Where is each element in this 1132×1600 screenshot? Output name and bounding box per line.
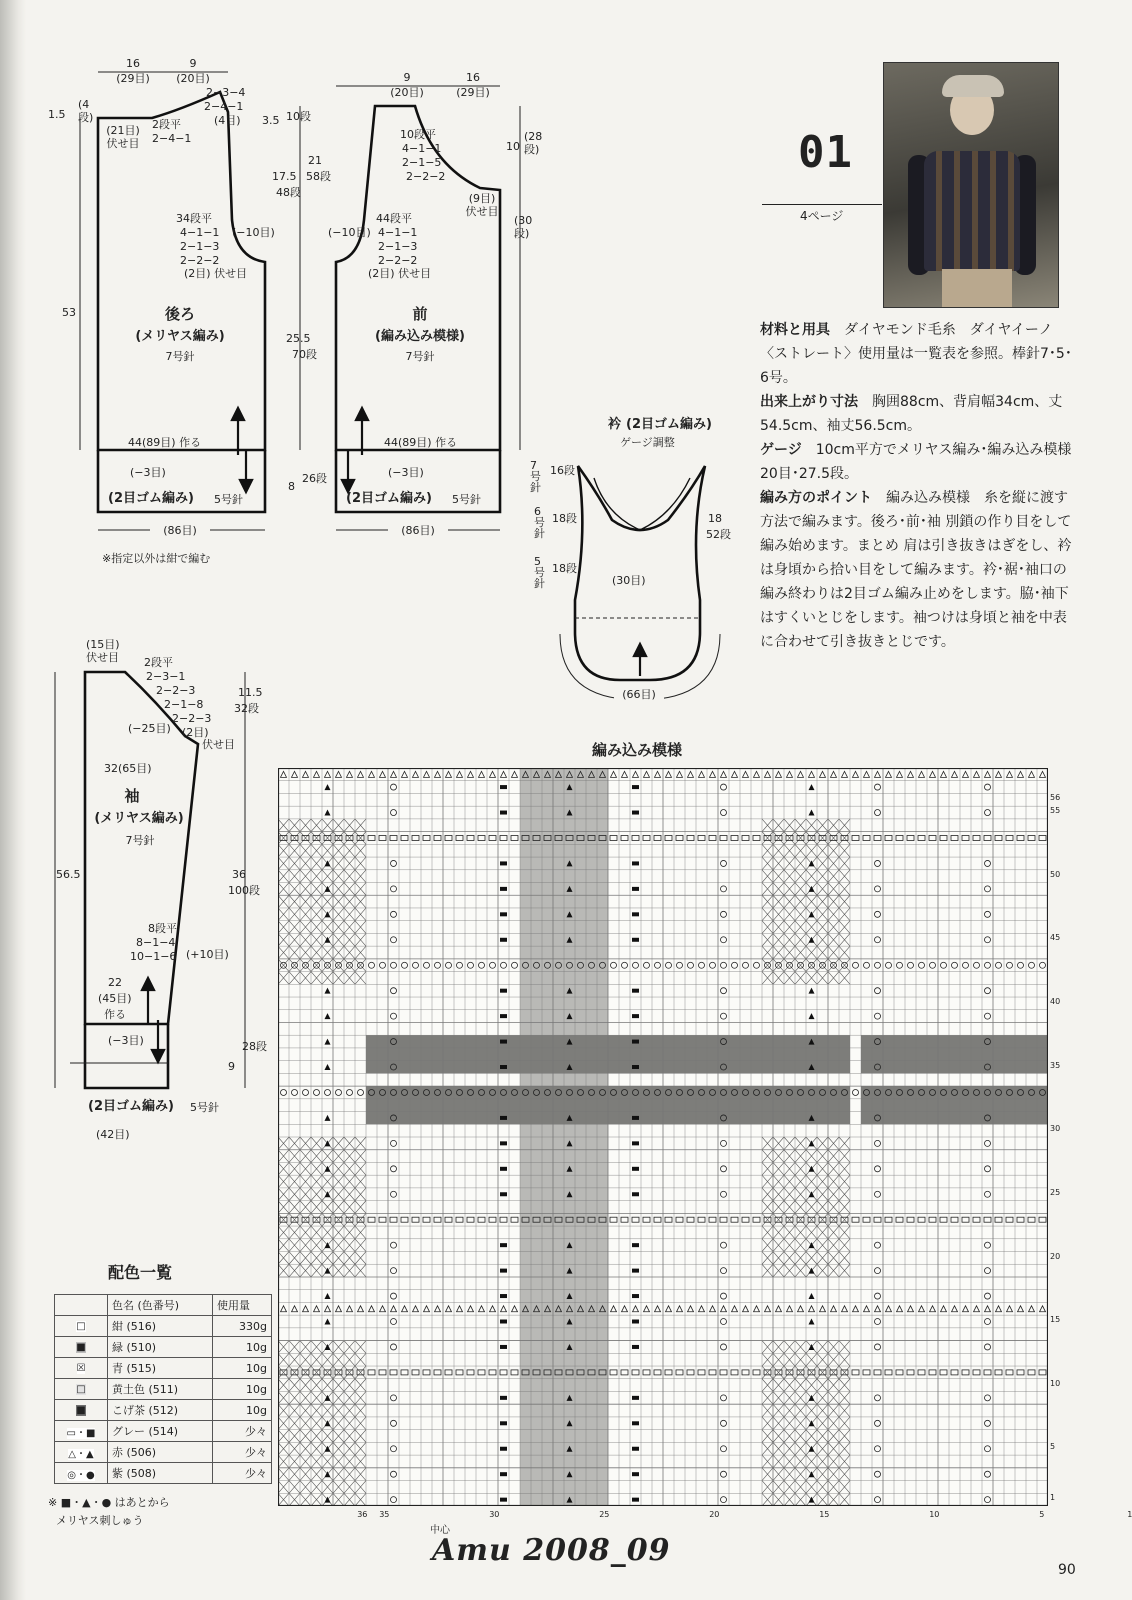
magazine-footer: Amu 2008_09 — [432, 1533, 671, 1568]
chart-filled-square — [632, 1320, 639, 1324]
sleeve-needle: 7号針 — [125, 834, 155, 847]
back-dec: (−3目) — [130, 466, 166, 479]
collar-needle-5: 5 号 針 — [534, 555, 545, 590]
sleeve-dec-2: 2−2−3 — [156, 684, 196, 697]
collar-bottom: (66目) — [614, 688, 664, 701]
chart-filled-square — [632, 1167, 639, 1171]
back-left-h: 1.5 — [48, 108, 66, 121]
chart-filled-square — [500, 1320, 507, 1324]
chart-filled-square — [632, 1192, 639, 1196]
collar-gauge: ゲージ調整 — [620, 436, 675, 449]
chart-row-label: 5 — [1050, 1442, 1056, 1452]
back-shoulder-0: 2−3−4 — [206, 86, 246, 99]
chart-filled-square — [500, 1116, 507, 1120]
chart-row-label: 50 — [1050, 869, 1061, 879]
chart-filled-square — [500, 1345, 507, 1349]
legend-symbol: □ — [76, 1383, 86, 1395]
sleeve-h3: 9 — [228, 1060, 235, 1073]
color-note: ※指定以外は紺で編む — [102, 552, 211, 565]
chart-col-label: 36 — [357, 1510, 368, 1519]
front-arm-3: 2−2−2 — [378, 254, 418, 267]
chart-col-label: 30 — [489, 1510, 500, 1519]
sleeve-dec-4: 2−2−3 — [172, 712, 212, 725]
chart-filled-square — [632, 1447, 639, 1451]
legend-note2: メリヤス刺しゅう — [56, 1514, 144, 1527]
chart-filled-square — [500, 1167, 507, 1171]
chart-row-label: 56 — [1050, 793, 1061, 803]
chart-filled-square — [500, 1243, 507, 1247]
back-arm-3: 2−2−2 — [180, 254, 220, 267]
sleeve-inc-1: 8−1−4 — [136, 936, 176, 949]
chart-filled-square — [632, 989, 639, 993]
back-arm-2: 2−1−3 — [180, 240, 220, 253]
back-shoulder-2: (4目) — [214, 114, 241, 127]
front-h5-rows: 26段 — [302, 472, 327, 485]
chart-col-label: 35 — [379, 1510, 390, 1519]
chart-filled-square — [500, 1472, 507, 1476]
sleeve-rib-needle: 5号針 — [190, 1101, 219, 1114]
sleeve-h2: 36 — [232, 868, 246, 881]
front-arm-4: (2目) 伏せ目 — [368, 267, 432, 280]
front-arm-2: 2−1−3 — [378, 240, 418, 253]
legend-row — [55, 1421, 272, 1442]
legend-symbol: △・▲ — [68, 1448, 94, 1460]
chart-band-c — [861, 1035, 1048, 1073]
legend-symbol: ■ — [76, 1341, 86, 1353]
sleeve-bind: 伏せ目 — [202, 738, 235, 751]
chart-col-label: 10 — [929, 1510, 940, 1519]
front-arm-0: 44段平 — [376, 212, 412, 225]
legend-row — [55, 1400, 272, 1421]
front-h3: 21 — [308, 154, 322, 167]
chart-filled-square — [632, 912, 639, 916]
sleeve-h1: 11.5 — [238, 686, 263, 699]
intarsia-chart — [278, 768, 1048, 1506]
chart-col-label: 20 — [709, 1510, 720, 1519]
chart-row-label: 30 — [1050, 1124, 1061, 1134]
collar-right-rows: 52段 — [706, 528, 731, 541]
chart-filled-square — [632, 1014, 639, 1018]
sleeve-inc-0: 8段平 — [148, 922, 177, 935]
back-subtitle: (メリヤス編み) — [135, 329, 225, 344]
chart-row-label: 20 — [1050, 1251, 1061, 1261]
legend-row — [55, 1337, 272, 1358]
sleeve-h1-rows: 32段 — [234, 702, 259, 715]
front-subtitle: (編み込み模様) — [375, 329, 465, 344]
collar-rows-1: 16段 — [550, 464, 575, 477]
chart-col-label: 5 — [1039, 1510, 1045, 1519]
collar-right: 18 — [708, 512, 722, 525]
legend-color-name: 青 (515) — [108, 1358, 213, 1379]
sleeve-dec-0: 2段平 — [144, 656, 173, 669]
chart-title: 編み込み模様 — [592, 741, 683, 759]
legend-color-name: 紫 (508) — [108, 1463, 213, 1484]
legend-amount: 10g — [213, 1379, 272, 1400]
legend-row — [55, 1463, 272, 1484]
chart-row-label: 1 — [1050, 1493, 1056, 1503]
sleeve-cast-b: (45目) — [98, 992, 132, 1005]
chart-col-label: 25 — [599, 1510, 610, 1519]
chart-filled-square — [500, 1192, 507, 1196]
front-h1: 3.5 — [262, 114, 280, 127]
front-neck-2: 2−1−5 — [402, 156, 442, 169]
back-height: 53 — [62, 306, 76, 319]
chart-filled-square — [632, 1294, 639, 1298]
back-rib-needle: 5号針 — [214, 493, 243, 506]
chart-filled-square — [632, 1345, 639, 1349]
color-legend-table — [54, 1294, 272, 1484]
chart-filled-square — [500, 811, 507, 815]
chart-filled-square — [500, 912, 507, 916]
legend-amount: 少々 — [213, 1421, 272, 1442]
chart-filled-square — [500, 1396, 507, 1400]
instr-points: 編み方のポイント 編み込み模様 糸を縦に渡す方法で編みます。後ろ･前･袖 別鎖の作り目をして編み始めます。まとめ 肩は引き抜きはぎをし、衿は身頃から拾い目をして編みます。衿･裾･袖口の編み終わりは2目ゴム編み止めをします。脇･袖下はすくいとじをします。袖つけは身頃と袖を中表に合わせて引き抜きとじです。 — [760, 490, 1072, 650]
front-neck-bind: (9目) 伏せ目 — [465, 192, 499, 218]
back-cast: 44(89目) 作る — [128, 436, 202, 449]
legend-amount: 330g — [213, 1316, 272, 1337]
collar-rows-3: 18段 — [552, 562, 577, 575]
legend-symbol: □ — [76, 1320, 86, 1332]
back-rib: (2目ゴム編み) — [108, 491, 194, 506]
front-top-right-sts: (29目) — [456, 86, 490, 99]
header-rule — [762, 204, 882, 205]
chart-filled-square — [500, 1421, 507, 1425]
front-dec: (−3目) — [388, 466, 424, 479]
front-h2: 17.5 — [272, 170, 297, 183]
collar-inner — [594, 478, 690, 530]
back-arm-1: 4−1−1 — [180, 226, 220, 239]
back-top-left-sts: (29目) — [116, 72, 150, 85]
front-right1: 10 — [506, 140, 520, 153]
sleeve-dec-sts: (−25目) — [128, 722, 171, 735]
legend-color-name: グレー (514) — [108, 1421, 213, 1442]
chart-filled-square — [632, 1116, 639, 1120]
chart-filled-square — [632, 1141, 639, 1145]
back-shoulder-1: 2−4−1 — [204, 100, 244, 113]
chart-col-label: 1 — [1127, 1510, 1132, 1519]
chart-filled-square — [500, 1040, 507, 1044]
front-h4-rows: 70段 — [292, 348, 317, 361]
legend-symbol: ■ — [76, 1404, 86, 1416]
legend-note: ※ ■・▲・● はあとから — [48, 1496, 170, 1509]
chart-filled-square — [500, 1447, 507, 1451]
legend-color-name: 黄土色 (511) — [108, 1379, 213, 1400]
legend-symbol: ☒ — [76, 1362, 86, 1374]
chart-filled-square — [500, 938, 507, 942]
chart-row-label: 35 — [1050, 1060, 1061, 1070]
chart-center-mark: 中心 — [430, 1525, 450, 1536]
back-neck-dec-0: 2段平 — [152, 118, 181, 131]
legend-title: 配色一覧 — [108, 1263, 173, 1282]
sleeve-cast-c: 作る — [104, 1008, 126, 1021]
chart-filled-square — [500, 861, 507, 865]
front-bottom: (86目) — [388, 524, 448, 537]
front-top-left-sts: (20目) — [390, 86, 424, 99]
back-neck-dec-1: 2−4−1 — [152, 132, 192, 145]
chart-filled-square — [500, 887, 507, 891]
front-arm-sts: (−10目) — [328, 226, 371, 239]
chart-filled-square — [500, 785, 507, 789]
pattern-number: 01 — [798, 127, 853, 178]
front-neck-3: 2−2−2 — [406, 170, 446, 183]
chart-row-label: 10 — [1050, 1378, 1061, 1388]
collar-needle-7: 7 号 針 — [530, 459, 541, 494]
legend-color-name: 緑 (510) — [108, 1337, 213, 1358]
front-h3-rows: 58段 — [306, 170, 331, 183]
legend-amount: 少々 — [213, 1463, 272, 1484]
legend-amount: 10g — [213, 1400, 272, 1421]
chart-filled-square — [632, 1472, 639, 1476]
legend-amount: 少々 — [213, 1442, 272, 1463]
chart-row-label: 45 — [1050, 933, 1061, 943]
chart-filled-square — [500, 1498, 507, 1502]
front-rib: (2目ゴム編み) — [346, 491, 432, 506]
chart-filled-square — [500, 1141, 507, 1145]
back-arm-0: 34段平 — [176, 212, 212, 225]
front-neck-0: 10段平 — [400, 128, 436, 141]
legend-row — [55, 1442, 272, 1463]
chart-filled-square — [632, 887, 639, 891]
collar-needle-6: 6 号 針 — [534, 505, 545, 540]
sleeve-h3-rows: 28段 — [242, 1040, 267, 1053]
chart-filled-square — [632, 1269, 639, 1273]
collar-title: 衿 — [608, 417, 622, 432]
instr-materials: 材料と用具 ダイヤモンド毛糸 ダイヤイーノ〈ストレート〉使用量は一覧表を参照。棒針7･5･6号。 — [760, 322, 1072, 386]
front-neck-1: 4−1−1 — [402, 142, 442, 155]
legend-symbol: ▭・■ — [66, 1427, 96, 1439]
sleeve-dec-3: 2−1−8 — [164, 698, 204, 711]
front-right1-rows: (28 段) — [524, 130, 543, 156]
sleeve-rib: (2目ゴム編み) — [88, 1099, 174, 1114]
legend-color-name: 紺 (516) — [108, 1316, 213, 1337]
back-top-mid: 9 — [189, 57, 197, 70]
front-title: 前 — [412, 305, 428, 323]
back-left-h-rows: (4 段) — [78, 98, 94, 124]
sleeve-dec-1: 2−3−1 — [146, 670, 186, 683]
back-top-left: 16 — [126, 57, 140, 70]
chart-filled-square — [632, 785, 639, 789]
legend-row — [55, 1316, 272, 1337]
chart-col-label: 15 — [819, 1510, 830, 1519]
sleeve-inc-sts: (+10目) — [186, 948, 229, 961]
legend-row — [55, 1358, 272, 1379]
instr-gauge: ゲージ 10cm平方でメリヤス編み･編み込み模様20目･27.5段。 — [760, 442, 1072, 482]
collar-subtitle: (2目ゴム編み) — [626, 417, 712, 432]
legend-symbol: ◎・● — [67, 1469, 95, 1481]
sleeve-subtitle: (メリヤス編み) — [94, 811, 184, 826]
back-bottom: (86目) — [150, 524, 210, 537]
sleeve-width: 32(65目) — [104, 762, 152, 775]
chart-filled-square — [500, 1269, 507, 1273]
sleeve-cast-a: 22 — [108, 976, 122, 989]
back-arm-sts: (−10目) — [232, 226, 275, 239]
chart-band-d — [861, 1086, 1048, 1124]
collar-rows-2: 18段 — [552, 512, 577, 525]
front-h5: 8 — [288, 480, 295, 493]
front-top-left: 9 — [403, 71, 411, 84]
front-top-right: 16 — [466, 71, 480, 84]
collar-mid: (30目) — [612, 574, 646, 587]
chart-filled-square — [632, 938, 639, 942]
model-photo — [883, 62, 1059, 308]
front-h2-rows: 48段 — [276, 186, 301, 199]
front-needle: 7号針 — [405, 350, 435, 363]
front-arm-1: 4−1−1 — [378, 226, 418, 239]
sleeve-dec-5: (2目) — [182, 726, 209, 739]
sleeve-inc-2: 10−1−6 — [130, 950, 177, 963]
chart-filled-square — [500, 1014, 507, 1018]
front-h1-rows: 10段 — [286, 110, 311, 123]
instr-size: 出来上がり寸法 胸囲88cm、背肩幅34cm、丈54.5cm、袖丈56.5cm。 — [760, 394, 1063, 434]
chart-filled-square — [500, 989, 507, 993]
back-title: 後ろ — [164, 305, 195, 323]
chart-filled-square — [632, 1396, 639, 1400]
legend-row — [55, 1379, 272, 1400]
front-rib-needle: 5号針 — [452, 493, 481, 506]
chart-filled-square — [632, 1421, 639, 1425]
back-needle: 7号針 — [165, 350, 195, 363]
page-reference: 4ページ — [800, 209, 844, 223]
front-right2: (30 段) — [514, 214, 533, 240]
chart-row-label: 25 — [1050, 1187, 1061, 1197]
legend-amount: 10g — [213, 1358, 272, 1379]
chart-filled-square — [632, 1040, 639, 1044]
instructions — [760, 318, 1080, 654]
page-number: 90 — [1058, 1562, 1076, 1578]
front-cast: 44(89目) 作る — [384, 436, 458, 449]
sleeve-rib-dec: (−3目) — [108, 1034, 144, 1047]
legend-color-name: こげ茶 (512) — [108, 1400, 213, 1421]
chart-filled-square — [500, 1294, 507, 1298]
front-h4: 25.5 — [286, 332, 311, 345]
sleeve-bottom: (42目) — [96, 1128, 130, 1141]
chart-filled-square — [632, 1498, 639, 1502]
chart-filled-square — [632, 861, 639, 865]
chart-row-label: 40 — [1050, 997, 1061, 1007]
legend-amount: 10g — [213, 1337, 272, 1358]
legend-color-name: 赤 (506) — [108, 1442, 213, 1463]
sleeve-total: 56.5 — [56, 868, 81, 881]
chart-filled-square — [500, 1065, 507, 1069]
chart-row-label: 15 — [1050, 1315, 1061, 1325]
chart-filled-square — [632, 1243, 639, 1247]
back-arm-4: (2目) 伏せ目 — [184, 267, 248, 280]
chart-filled-square — [632, 811, 639, 815]
chart-row-label: 55 — [1050, 806, 1061, 816]
back-top-mid-sts: (20目) — [176, 72, 210, 85]
legend-header-amount: 使用量 — [213, 1295, 272, 1316]
sleeve-title: 袖 — [124, 787, 140, 805]
sleeve-top: (15目) 伏せ目 — [86, 638, 120, 664]
sleeve-h2-rows: 100段 — [228, 884, 260, 897]
chart-filled-square — [632, 1065, 639, 1069]
back-neck: (21目) 伏せ目 — [106, 124, 140, 150]
legend-header-name: 色名 (色番号) — [108, 1295, 213, 1316]
